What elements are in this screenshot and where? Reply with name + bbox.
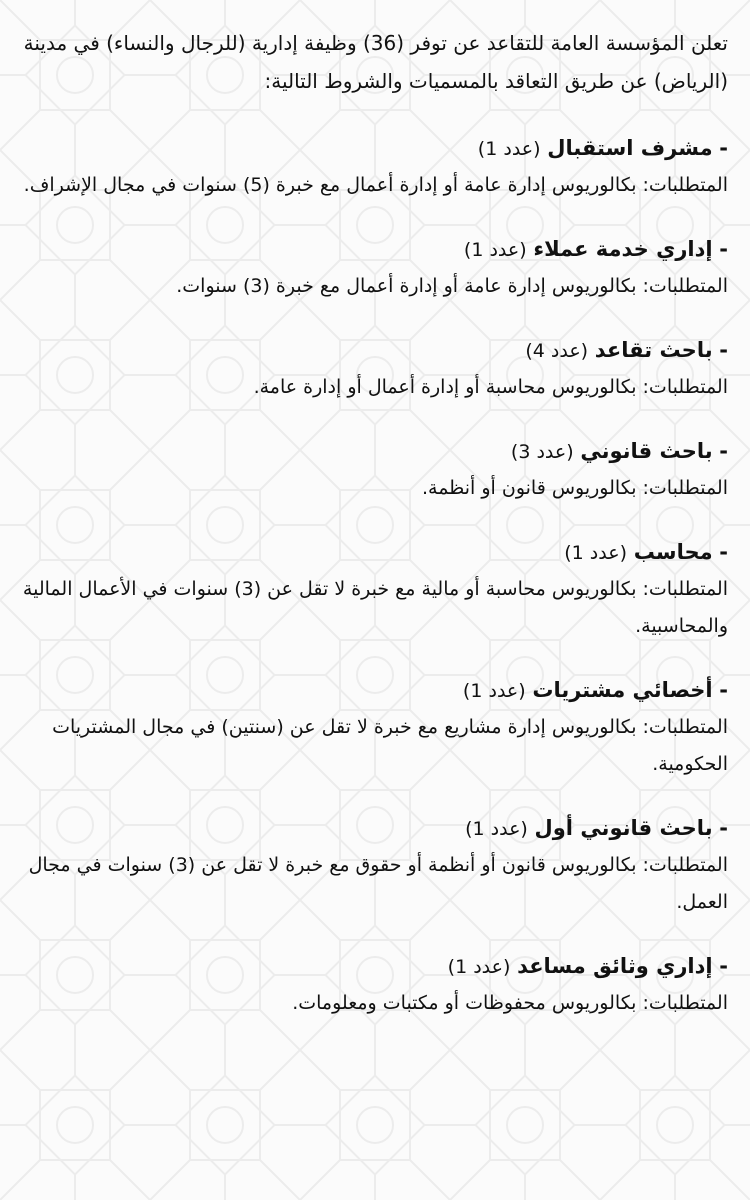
job-title: مشرف استقبال	[547, 136, 713, 160]
job-title: باحث تقاعد	[594, 338, 713, 362]
bullet-dash: -	[719, 678, 728, 702]
bullet-dash: -	[719, 816, 728, 840]
job-title-line	[20, 130, 728, 167]
job-title: محاسب	[633, 540, 713, 564]
job-item	[20, 130, 728, 204]
bullet-dash: -	[719, 954, 728, 978]
job-item	[20, 810, 728, 921]
job-count: (عدد 1)	[564, 542, 627, 564]
job-title-line	[20, 534, 728, 571]
job-requirements: المتطلبات: بكالوريوس إدارة مشاريع مع خبرة لا تقل عن (سنتين) في مجال المشتريات الحكومية.	[52, 716, 728, 775]
job-requirements: المتطلبات: بكالوريوس قانون أو أنظمة أو حقوق مع خبرة لا تقل عن (3) سنوات في مجال العمل.	[28, 854, 728, 913]
job-title: أخصائي مشتريات	[532, 678, 713, 702]
job-title-line	[20, 231, 728, 268]
job-count: (عدد 1)	[462, 680, 526, 702]
job-count: (عدد 1)	[447, 956, 511, 978]
job-title-line	[20, 332, 728, 369]
job-title: إداري وثائق مساعد	[517, 954, 713, 978]
job-requirements: المتطلبات: بكالوريوس محاسبة أو مالية مع خبرة لا تقل عن (3) سنوات في الأعمال المالية والمحاسبية.	[22, 578, 728, 637]
job-count: (عدد 1)	[465, 818, 528, 840]
job-requirements: المتطلبات: بكالوريوس إدارة عامة أو إدارة أعمال مع خبرة (3) سنوات.	[176, 275, 728, 297]
job-requirements: المتطلبات: بكالوريوس محفوظات أو مكتبات ومعلومات.	[292, 992, 728, 1014]
job-count: (عدد 3)	[510, 441, 574, 463]
job-title: إداري خدمة عملاء	[533, 237, 713, 261]
job-requirements: المتطلبات: بكالوريوس إدارة عامة أو إدارة أعمال مع خبرة (5) سنوات في مجال الإشراف.	[23, 174, 728, 196]
job-item	[20, 534, 728, 645]
job-item	[20, 231, 728, 305]
job-requirements: المتطلبات: بكالوريوس قانون أو أنظمة.	[421, 477, 728, 499]
job-item	[20, 332, 728, 406]
job-item	[20, 948, 728, 1022]
job-title: باحث قانوني أول	[534, 816, 713, 840]
job-count: (عدد 4)	[525, 340, 589, 362]
job-requirements: المتطلبات: بكالوريوس محاسبة أو إدارة أعمال أو إدارة عامة.	[253, 376, 728, 398]
job-title-line	[20, 810, 728, 847]
job-item	[20, 433, 728, 507]
job-item	[20, 672, 728, 783]
bullet-dash: -	[719, 338, 728, 362]
job-title-line	[20, 433, 728, 470]
job-count: (عدد 1)	[477, 138, 541, 160]
job-title: باحث قانوني	[580, 439, 713, 463]
job-count: (عدد 1)	[463, 239, 527, 261]
job-title-line	[20, 948, 728, 985]
bullet-dash: -	[719, 136, 728, 160]
bullet-dash: -	[719, 439, 728, 463]
intro-paragraph: تعلن المؤسسة العامة للتقاعد عن توفر (36) وظيفة إدارية (للرجال والنساء) في مدينة (الرياض) عن طريق التعاقد بالمسميات والشروط التالية:	[23, 31, 728, 93]
bullet-dash: -	[719, 540, 728, 564]
job-title-line	[20, 672, 728, 709]
bullet-dash: -	[719, 237, 728, 261]
